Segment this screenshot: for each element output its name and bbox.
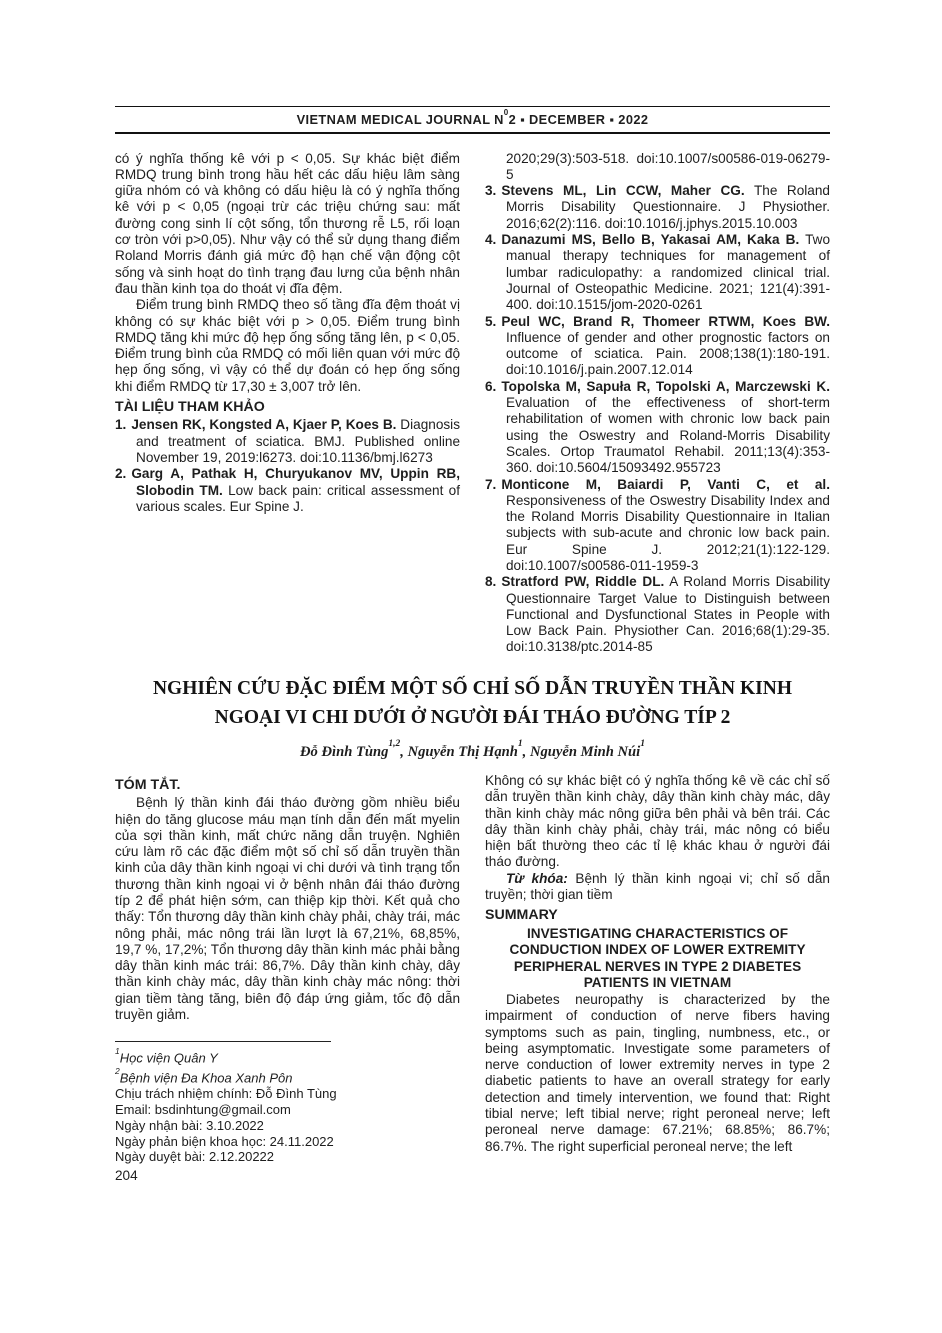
corresponding-author-line: Chịu trách nhiệm chính: Đỗ Đình Tùng	[115, 1085, 337, 1101]
summary-title: INVESTIGATING CHARACTERISTICS OF CONDUCTION INDEX OF LOWER EXTREMITY PERIPHERAL NERVES IN TYPE 2 DIABETES PATIENTS IN VIETNAM	[509, 925, 806, 991]
left-column	[115, 773, 460, 1165]
reference-number: 7.	[485, 476, 497, 492]
reference-number: 5.	[485, 313, 497, 329]
journal-header	[115, 106, 830, 134]
reference-number: 6.	[485, 378, 497, 394]
reference-text: Evaluation of the effectiveness of short-term rehabilitation of women with chronic low back pain using the Oswestry and Roland-Morris Disability Scales. Ortop Traumatol Rehabil. 2011;13(4):353-360. doi:10.5604/15093492.955723	[506, 395, 830, 476]
abstract-continuation-paragraph: Không có sự khác biệt có ý nghĩa thống kê về các chỉ số dẫn truyền thần kinh chày, dây thần kinh chày mác, dây thần kinh chày mác nông giữa bên phải và bên trái. Các dây thần kinh chày phải, chày trái, mác nông có biểu hiện bất thường theo các tỉ lệ khác khau ở người đái tháo đường.	[485, 772, 830, 870]
reference-text: Responsiveness of the Oswestry Disability Index and the Roland Morris Disability Questionnaire in Italian subjects with sub-acute and chronic low back pain. Eur Spine J. 2012;21(1):122-129. doi:10.1007/s00586-011-1959-3	[506, 492, 830, 573]
body-paragraph: có ý nghĩa thống kê với p < 0,05. Sự khác biệt điểm RMDQ trung bình trong hầu hết các dấu hiệu lâm sàng giữa nhóm có và không có dấu hiệu là có ý nghĩa thống kê với p < 0,05 (ngoại trừ các triệu chứng sau: mất đường cong sinh lí cột sống, tổn thương rễ L5, rối loạn cơ tròn với p>0,05). Như vậy có thể sử dụng thang điểm Roland Morris đánh giá mức độ hạn chế vận động cột sống và sinh hoạt do tình trạng đau lưng của bệnh nhân đau thần kinh tọa do thoát vị đĩa đệm.	[115, 150, 460, 296]
reference-continuation: 2020;29(3):503-518. doi:10.1007/s00586-019-06279-5	[506, 150, 830, 182]
accepted-date-line: Ngày duyệt bài: 2.12.20222	[115, 1149, 275, 1165]
superscript: 2	[115, 1065, 120, 1076]
reference-authors: Stratford PW, Riddle DL.	[501, 574, 665, 590]
reference-item	[115, 417, 460, 466]
abstract-section	[115, 773, 830, 1165]
reference-item	[485, 477, 830, 575]
body-paragraph: Điểm trung bình RMDQ theo số tầng đĩa đệm thoát vị không có sự khác biệt với p > 0,05. Điểm trung bình RMDQ tăng khi mức độ hẹp ống sống tăng lên, p < 0,05. Điểm trung bình của RMDQ có mối liên quan với mức độ hẹp ống sống, vì vậy có thể dự đoán có hẹp ống sống khi điểm RMDQ từ 17,30 ± 3,007 trở lên.	[115, 297, 460, 394]
reference-text: Diagnosis and treatment of sciatica. BMJ. Published online November 19, 2019:l6273. doi:10.1136/bmj.l6273	[136, 417, 460, 465]
reference-authors: Monticone M, Baiardi P, Vanti C, et al.	[501, 476, 830, 492]
references-heading: TÀI LIỆU THAM KHẢO	[115, 399, 265, 416]
author-affiliation-superscript: 1,2	[388, 738, 401, 749]
footnote-divider	[115, 1041, 331, 1042]
page-number: 204	[115, 1168, 138, 1183]
affiliation-line: $^2$Bệnh viện Đa Khoa Xanh Pôn	[115, 1065, 293, 1085]
reference-text: A Roland Morris Disability Questionnaire Target Value to Distinguish between Functional and Dysfunctional States in People with Low Back Pain. Physiother Can. 2016;68(1):29-35. doi:10.3138/ptc.2014-85	[506, 574, 830, 655]
author-name: , Nguyễn Minh Núi$^1$	[522, 738, 645, 760]
reference-authors: Danazumi MS, Bello B, Yakasai AM, Kaka B.	[501, 232, 800, 248]
reference-text: Influence of gender and other prognostic factors on outcome of sciatica. Pain. 2008;138(1):180-191. doi:10.1016/j.pain.2007.12.014	[506, 329, 830, 378]
reference-text: Two manual therapy techniques for management of lumbar radiculopathy: a randomized clinical trial. Journal of Osteopathic Medicine. 2021; 121(4):391-400. doi:10.1515/jom-2020-0261	[506, 232, 831, 313]
abstract-paragraph: Bệnh lý thần kinh đái tháo đường gồm nhiều biểu hiện do tăng glucose máu mạn tính dẫn đến mất myelin của sợi thần kinh, mất chức năng dẫn truyện. Nghiên cứu làm rõ các đặc điểm một số chỉ số dẫn truyền thần kinh của dây thần kinh ngoại vi chi dưới và tình trạng tổn thương thần kinh ngoại vi ở bệnh nhân đái tháo đường típ 2 để phát hiện sớm, can thiệp kịp thời. Kết quả cho thấy: Tổn thương dây thần kinh chày phải, chày trái, mác nông phải, mác nông trái lần lượt là 67,21%, 68,85%, 19,7 %, 17,2%; Tổn thương dây thần kinh mác phải bằng dây thần kinh mác trái: 86,7%. Dây thần kinh chày, dây thần kinh chày mác, dây thần kinh chày mác nông: thời gian tiềm tàng tăng, biên độ đáp ứng giảm, tốc độ dẫn truyền giảm.	[115, 795, 460, 1023]
reference-number: 3.	[485, 183, 497, 199]
right-column	[485, 773, 830, 1165]
reference-authors: Garg A, Pathak H, Churyukanov MV, Uppin RB, Slobodin TM.	[131, 466, 460, 498]
reference-authors: Peul WC, Brand R, Thomeer RTWM, Koes BW.	[501, 313, 830, 329]
keywords-text: Bệnh lý thần kinh ngoại vi; chỉ số dẫn truyền; thời gian tiềm	[485, 870, 830, 902]
reference-number: 8.	[485, 574, 497, 590]
reviewed-date-line: Ngày phản biện khoa học: 24.11.2022	[115, 1133, 334, 1149]
authors-line	[115, 740, 830, 760]
author-affiliation-superscript: 1	[640, 738, 645, 749]
keywords-line	[485, 871, 830, 904]
abstract-heading: TÓM TẮT.	[115, 776, 181, 793]
author-affiliation-superscript: 1	[517, 738, 523, 749]
summary-paragraph: Diabetes neuropathy is characterized by the impairment of conduction of nerve fibers having symptoms such as pain, tingling, numbness, etc., or being asymptomatic. Investigate some parameters of nerve conduction of lower extremity nerves in type 2 diabetic patients to have an overall strategy for early detection and timely intervention, we found that: Right tibial nerve; left tibial nerve; right peroneal nerve; left peroneal nerve damage: 67.21%; 68.85%; 86.7%; 86.7%. The right superficial peroneal nerve; the left	[485, 991, 830, 1154]
reference-authors: Jensen RK, Kongsted A, Kjaer P, Koes B.	[131, 417, 397, 433]
reference-authors: Topolska M, Sapuła R, Topolski A, Marczewski K.	[501, 378, 830, 394]
keywords-label: Từ khóa:	[506, 870, 568, 886]
left-column	[115, 151, 460, 656]
email-line: Email: bsdinhtung@gmail.com	[115, 1101, 291, 1117]
reference-authors: Stevens ML, Lin CCW, Maher CG.	[501, 183, 745, 199]
journal-header-title: VIETNAM MEDICAL JOURNAL $N^02$ ▪ DECEMBER ▪ 2022	[296, 108, 649, 128]
reference-number: 4.	[485, 232, 497, 248]
summary-heading: SUMMARY	[485, 907, 558, 924]
reference-item	[485, 232, 830, 313]
superscript: 0	[503, 108, 509, 117]
references-section	[115, 151, 830, 656]
reference-number: 1.	[115, 417, 127, 433]
reference-text: The Roland Morris Disability Questionnaire. J Physiother. 2016;62(2):116. doi:10.1016/j.jphys.2015.10.003	[506, 183, 830, 231]
right-column	[485, 151, 830, 656]
affiliation-line: $^1$Học viện Quân Y	[115, 1046, 218, 1066]
reference-item	[485, 183, 830, 232]
reference-item	[485, 379, 830, 477]
author-name: Đỗ Đình Tùng$^{1,2}$	[300, 738, 401, 760]
reference-item	[485, 574, 830, 655]
received-date-line: Ngày nhận bài: 3.10.2022	[115, 1117, 264, 1133]
author-name: , Nguyễn Thị Hạnh$^1$	[400, 738, 523, 760]
article-title: NGHIÊN CỨU ĐẶC ĐIỂM MỘT SỐ CHỈ SỐ DẪN TRUYỀN THẦN KINH NGOẠI VI CHI DƯỚI Ở NGƯỜI ĐÁI THÁO ĐƯỜNG TÍP 2	[152, 677, 793, 728]
superscript: 1	[115, 1046, 120, 1057]
reference-text: Low back pain: critical assessment of various scales. Eur Spine J.	[136, 482, 460, 514]
reference-item	[115, 466, 460, 515]
footnote-block	[115, 1041, 460, 1165]
reference-number: 2.	[115, 466, 127, 482]
reference-item	[485, 314, 830, 379]
